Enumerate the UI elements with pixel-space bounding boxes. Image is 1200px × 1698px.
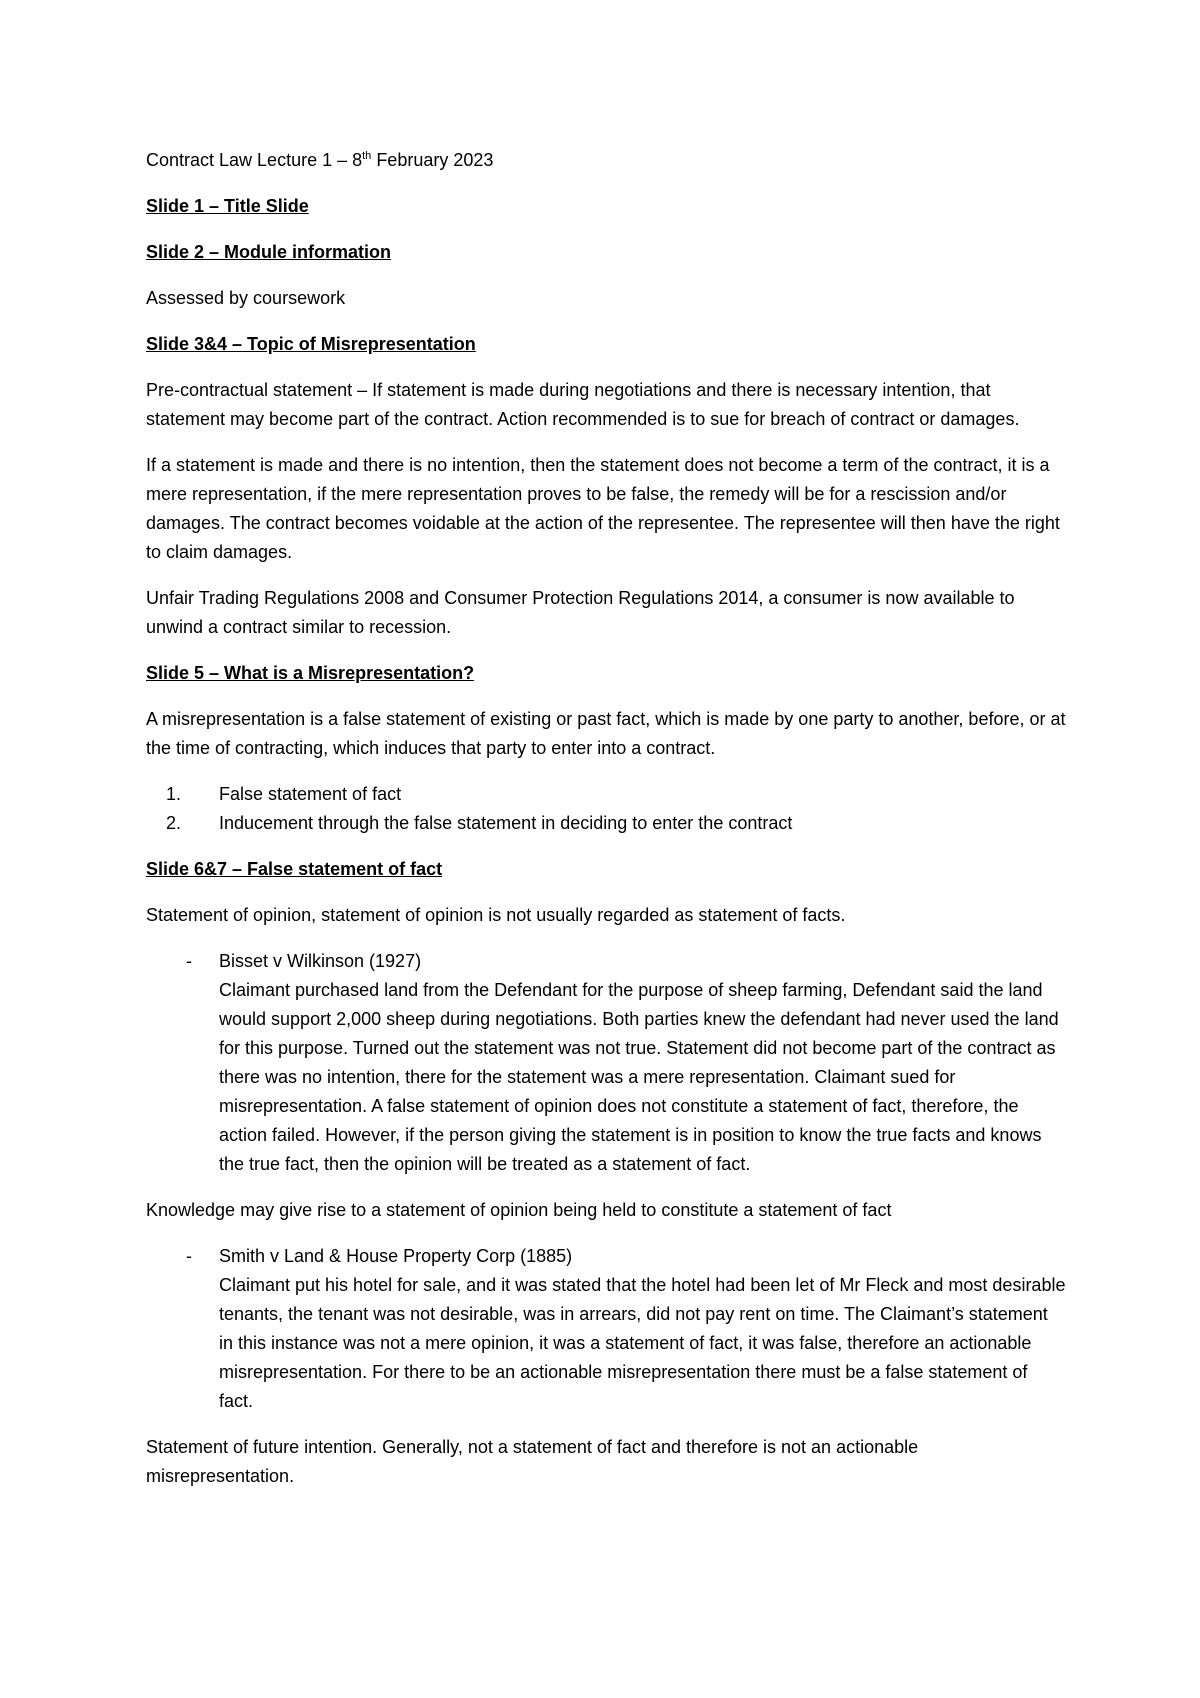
slide-6-7-heading: Slide 6&7 – False statement of fact <box>146 859 443 879</box>
case-name: Bisset v Wilkinson (1927) <box>219 951 422 971</box>
list-number: 1. <box>166 784 182 804</box>
list-item <box>146 780 1066 809</box>
document-title: Contract Law Lecture 1 – 8th February 2023 <box>146 150 494 170</box>
slide-5-heading: Slide 5 – What is a Misrepresentation? <box>146 663 475 683</box>
paragraph: Knowledge may give rise to a statement of opinion being held to constitute a statement of fact <box>146 1200 892 1220</box>
lecture-notes <box>146 146 1066 1508</box>
case-description: Claimant put his hotel for sale, and it was stated that the hotel had been let of Mr Fleck and most desirable tenants, the tenant was not desirable, was in arrears, did not pay rent on time. The Claimant’s statement in this instance was not a mere opinion, it was a statement of fact, it was false, therefore an actionable misrepresentation. For there to be an actionable misrepresentation there must be a false statement of fact. <box>219 1275 1066 1411</box>
list-item <box>146 809 1066 838</box>
case-bisset-v-wilkinson <box>146 947 1066 1179</box>
case-name: Smith v Land & House Property Corp (1885) <box>219 1246 573 1266</box>
paragraph: If a statement is made and there is no intention, then the statement does not become a term of the contract, it is a mere representation, if the mere representation proves to be false, the remedy will be for a rescission and/or damages. The contract becomes voidable at the action of the representee. The representee will then have the right to claim damages. <box>146 455 1060 562</box>
slide-1-heading: Slide 1 – Title Slide <box>146 196 309 216</box>
paragraph: Pre-contractual statement – If statement is made during negotiations and there is necessary intention, that statement may become part of the contract. Action recommended is to sue for breach of contract or damages. <box>146 380 1020 429</box>
dash-bullet: - <box>186 951 192 971</box>
definition-paragraph: A misrepresentation is a false statement of existing or past fact, which is made by one party to another, before, or at the time of contracting, which induces that party to enter into a contract. <box>146 709 1066 758</box>
date-ordinal-superscript: th <box>362 150 372 162</box>
paragraph: Unfair Trading Regulations 2008 and Consumer Protection Regulations 2014, a consumer is now available to unwind a contract similar to recession. <box>146 588 1015 637</box>
list-item-text: Inducement through the false statement in deciding to enter the contract <box>219 813 793 833</box>
case-smith-v-land-house <box>146 1242 1066 1416</box>
assessment-text: Assessed by coursework <box>146 288 346 308</box>
paragraph: Statement of future intention. Generally, not a statement of fact and therefore is not an actionable misrepresentation. <box>146 1437 919 1486</box>
elements-list <box>146 780 1066 838</box>
slide-2-heading: Slide 2 – Module information <box>146 242 392 262</box>
paragraph: Statement of opinion, statement of opinion is not usually regarded as statement of facts. <box>146 905 846 925</box>
dash-bullet: - <box>186 1246 192 1266</box>
slide-3-4-heading: Slide 3&4 – Topic of Misrepresentation <box>146 334 476 354</box>
case-description: Claimant purchased land from the Defendant for the purpose of sheep farming, Defendant said the land would support 2,000 sheep during negotiations. Both parties knew the defendant had never used the land for this purpose. Turned out the statement was not true. Statement did not become part of the contract as there was no intention, there for the statement was a mere representation. Claimant sued for misrepresentation. A false statement of opinion does not constitute a statement of fact, therefore, the action failed. However, if the person giving the statement is in position to know the true facts and knows the true fact, then the opinion will be treated as a statement of fact. <box>219 980 1059 1174</box>
list-item-text: False statement of fact <box>219 784 402 804</box>
list-number: 2. <box>166 813 182 833</box>
